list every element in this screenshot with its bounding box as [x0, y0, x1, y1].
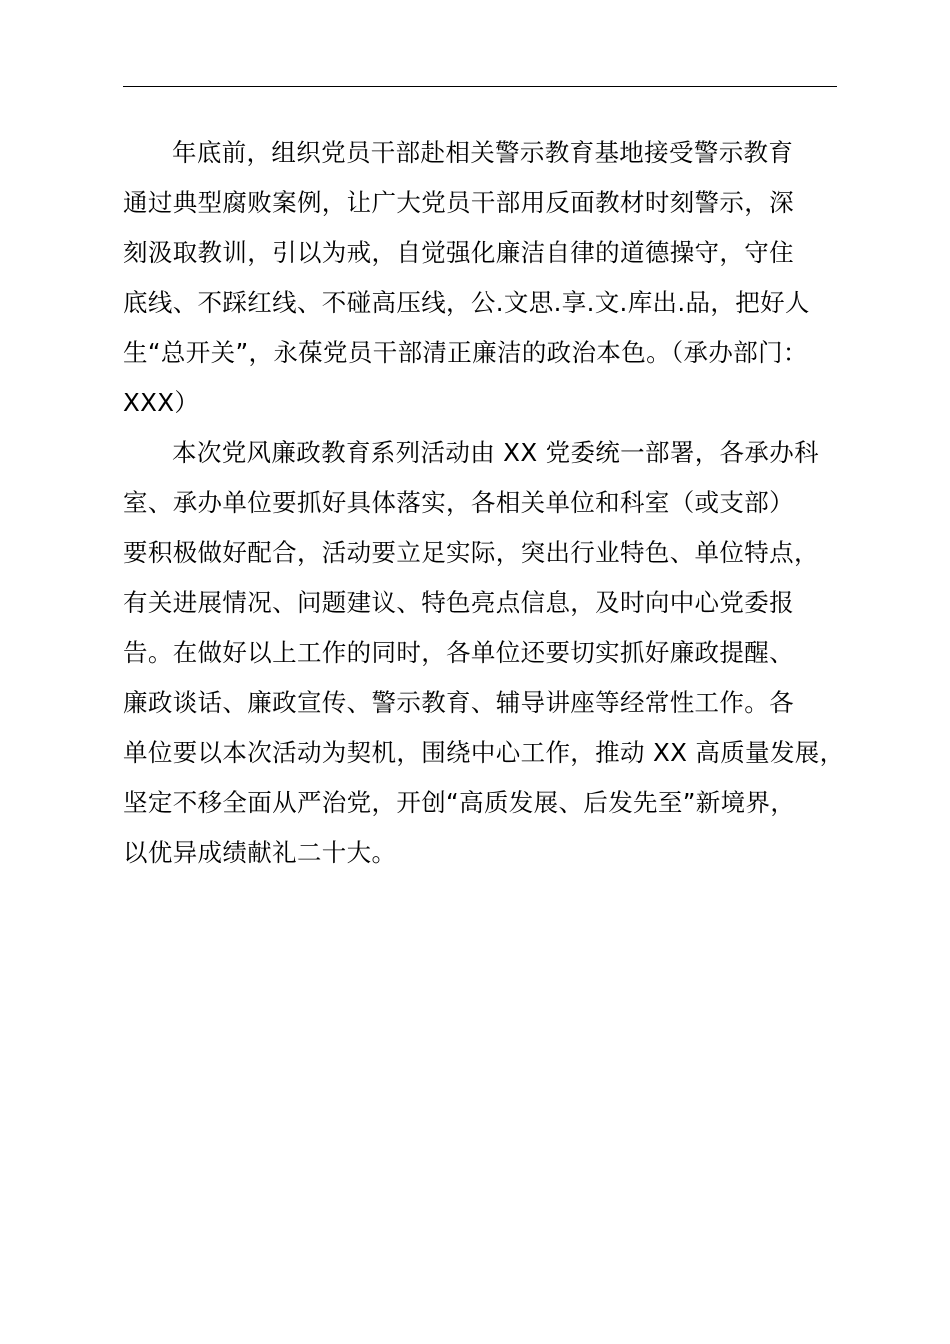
paragraph-line: XXX） — [123, 388, 200, 417]
paragraph-warning-education — [123, 128, 859, 428]
header-rule — [123, 86, 837, 87]
paragraph-line: 通过典型腐败案例，让广大党员干部用反面教材时刻警示，深 — [123, 188, 794, 217]
paragraph-line: 廉政谈话、廉政宣传、警示教育、辅导讲座等经常性工作。各 — [123, 688, 794, 717]
paragraph-line: 单位要以本次活动为契机，围绕中心工作，推动 XX 高质量发展， — [123, 738, 845, 767]
paragraph-line: 底线、不踩红线、不碰高压线，公.文思.享.文.库出.品，把好人 — [123, 288, 810, 317]
paragraph-line: 坚定不移全面从严治党，开创“高质发展、后发先至”新境界， — [123, 788, 796, 817]
paragraph-line: 年底前，组织党员干部赴相关警示教育基地接受警示教育 — [172, 138, 794, 167]
paragraph-line: 告。在做好以上工作的同时，各单位还要切实抓好廉政提醒、 — [123, 638, 794, 667]
paragraph-activity-deployment — [123, 428, 859, 878]
paragraph-line: 生“总开关”，永葆党员干部清正廉洁的政治本色。（承办部门： — [123, 338, 808, 367]
paragraph-line: 有关进展情况、问题建议、特色亮点信息，及时向中心党委报 — [123, 588, 794, 617]
body-text — [123, 128, 859, 878]
paragraph-line: 以优异成绩献礼二十大。 — [123, 838, 397, 867]
paragraph-line: 刻汲取教训，引以为戒，自觉强化廉洁自律的道德操守，守住 — [123, 238, 794, 267]
paragraph-line: 要积极做好配合，活动要立足实际，突出行业特色、单位特点， — [123, 538, 819, 567]
paragraph-line: 室、承办单位要抓好具体落实，各相关单位和科室（或支部） — [123, 488, 794, 517]
paragraph-line: 本次党风廉政教育系列活动由 XX 党委统一部署，各承办科 — [172, 438, 819, 467]
